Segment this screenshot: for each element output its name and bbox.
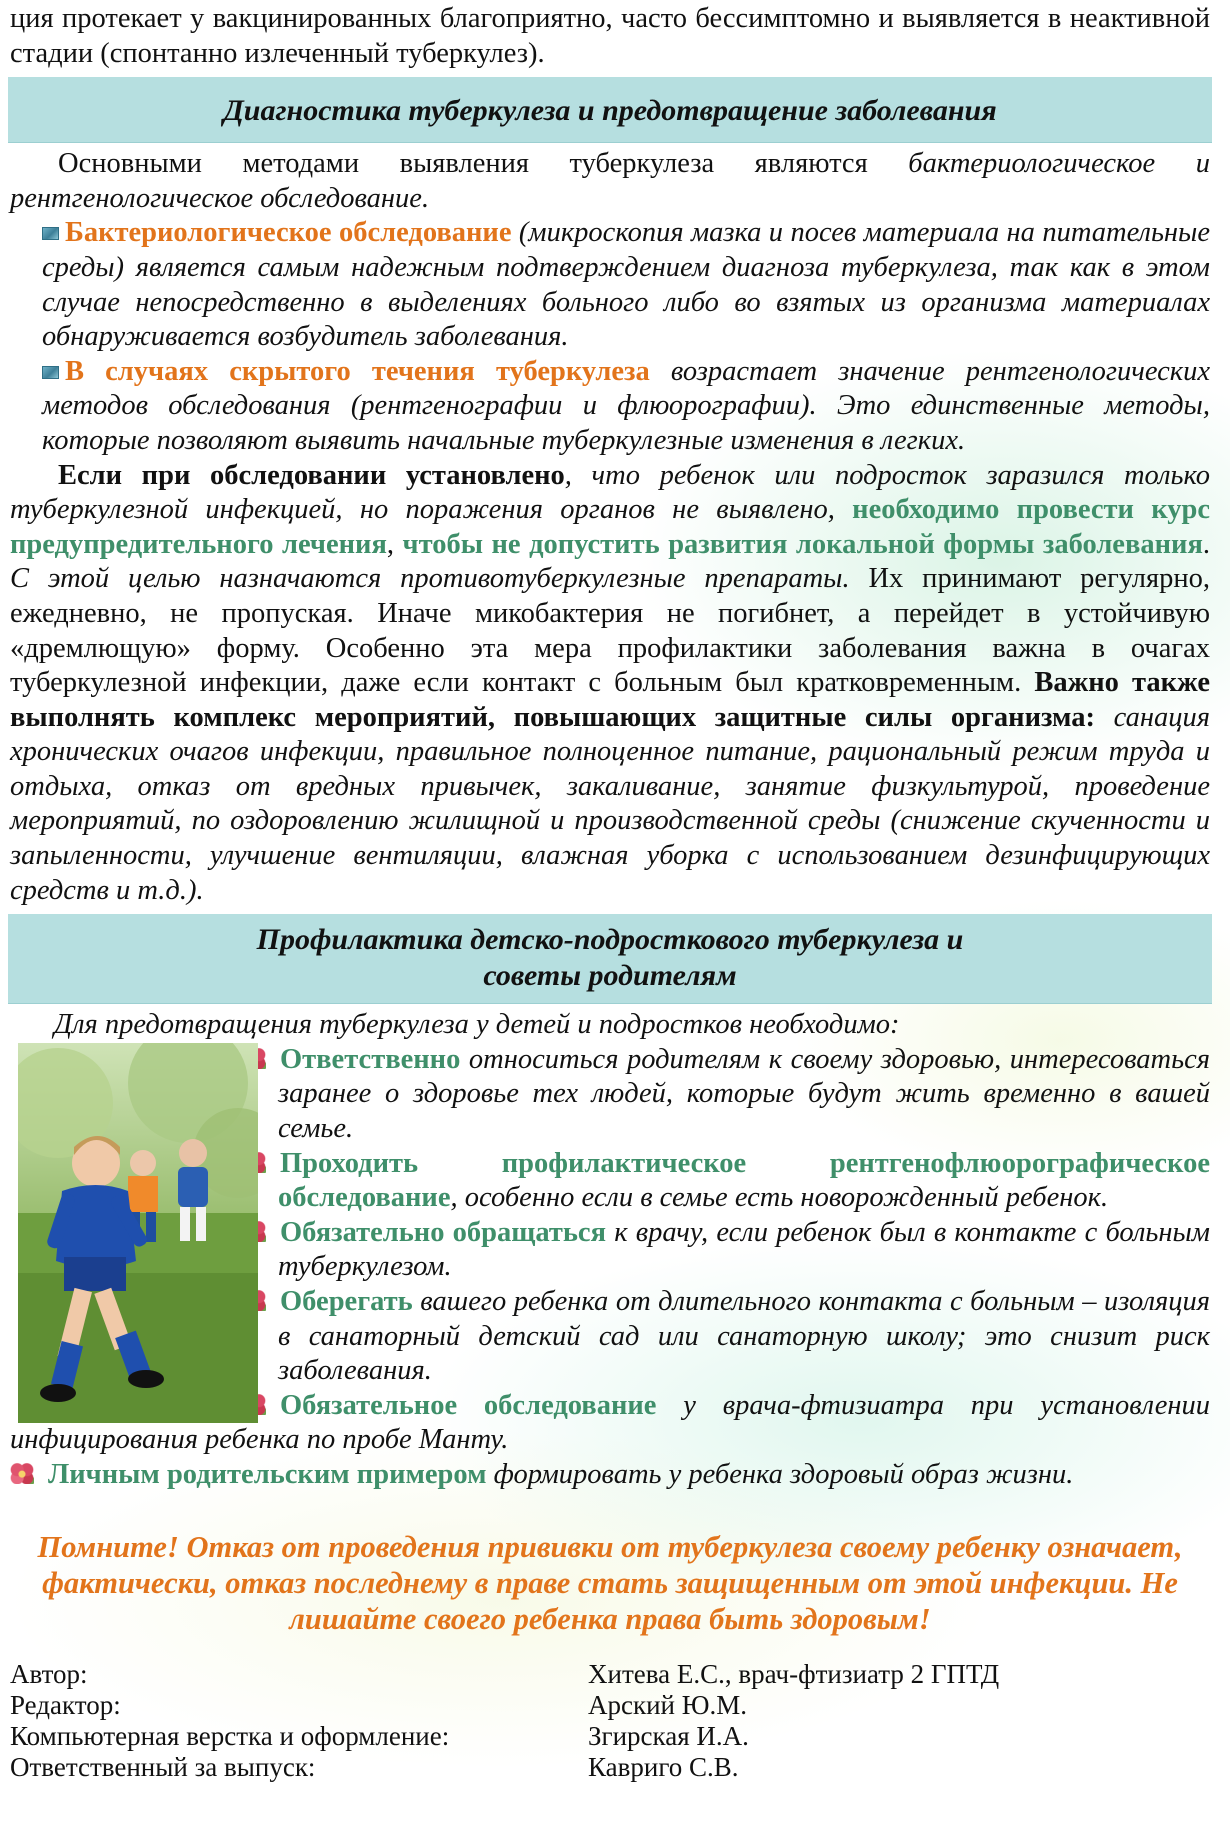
prevention-heading-line-1: Профилактика детско-подросткового туберкулеза и (256, 923, 964, 957)
credits-label: Автор: (10, 1659, 88, 1689)
document-page (10, 0, 1210, 1637)
credits-block (10, 1659, 1190, 1783)
methods-italic-text: бактериологическое и рентгенологическое обследование. (10, 148, 1210, 214)
methods-text: Основными методами выявления туберкулеза являются (58, 148, 909, 180)
intro-paragraph: ция протекает у вакцинированных благоприятно, часто бессимптомно и выявляется в неактивной стадии (спонтанно излеченный туберкулез). (10, 3, 1210, 69)
treatment-bold-lead: Если при обследовании установлено (58, 459, 565, 491)
treatment-bold-2: Важно также выполнять комплекс мероприятий, повышающих защитные силы организма: (10, 667, 1210, 733)
list-item-text: относиться родителям к своему здоровью, интересоваться заранее о здоровье тех людей, которые будут жить временно в вашей семье. (278, 1043, 1210, 1145)
prevention-lead: Для предотвращения туберкулеза у детей и подростков необходимо: (54, 1009, 900, 1041)
credits-value: Арский Ю.М. (588, 1690, 748, 1720)
section-prevention-heading (8, 914, 1212, 1004)
credits-value: Кавриго С.В. (588, 1752, 739, 1782)
prevention-list-block (10, 1043, 1210, 1493)
credits-value: Хитева Е.С., врач-фтизиатр 2 ГПТД (588, 1659, 1000, 1689)
diagnostics-paragraph-bacteriological (10, 216, 1210, 354)
square-bullet-icon (42, 366, 59, 379)
treatment-italic-3: санация хронических очагов инфекции, правильное полноценное питание, рациональный режим труда и отдыха, отказ от вредных привычек, закаливание, занятие физкультурой, проведение мероприятий, по оздоровлению жилищной и производственной среды (снижение скученности и запыленности, улучшение вентиляции, влажная уборка с использованием дезинфицирующих средств и т.д.). (10, 701, 1210, 906)
list-item-lead: Обязательное обследование (280, 1389, 657, 1421)
treatment-comma: , (386, 528, 395, 560)
credits-row (10, 1752, 1190, 1783)
list-item-lead: Проходить профилактическое рентгенофлюорографическое обследование (278, 1147, 1210, 1214)
list-item-lead: Оберегать (280, 1286, 413, 1317)
list-item-text: , особенно если в семье есть новорожденный ребенок. (450, 1182, 1109, 1214)
list-item-text: у врача-фтизиатра при установлении инфицирования ребенка по пробе Манту. (10, 1389, 1210, 1456)
warning-message: Помните! Отказ от проведения прививки от туберкулеза своему ребенку означает, фактически, отказ последнему в праве стать защищенным от этой инфекции. Не лишайте своего ребенка права быть здоровым! (37, 1529, 1183, 1636)
list-item-text: вашего ребенка от длительного контакта с больным – изоляция в санаторный детский сад или санаторную школу; это снизит риск заболевания. (278, 1286, 1210, 1387)
bacteriological-text: (микроскопия мазка и посев материала на питательные среды) является самым надежным подтверждением диагноза туберкулеза, так как в этом случае непосредственно в выделениях больного либо во взятых из организма материалах обнаруживается возбудитель заболевания. (42, 217, 1211, 353)
bacteriological-lead: Бактериологическое обследование (65, 217, 512, 249)
diagnostics-paragraph-methods (10, 147, 1210, 216)
diagnostics-paragraph-treatment (10, 459, 1210, 909)
credits-row (10, 1721, 1190, 1752)
flower-bullet-icon (10, 1462, 34, 1484)
credits-label: Компьютерная верстка и оформление: (10, 1721, 450, 1751)
children-football-photo (18, 1043, 258, 1423)
list-item-text: формировать у ребенка здоровый образ жизни. (486, 1458, 1074, 1490)
credits-row (10, 1659, 1190, 1690)
children-football-illustration (18, 1043, 258, 1423)
list-item-lead: Ответственно (280, 1043, 461, 1075)
square-bullet-icon (42, 227, 59, 240)
treatment-green-2: чтобы не допустить развития локальной формы заболевания (394, 528, 1203, 560)
credits-label: Редактор: (10, 1690, 121, 1720)
treatment-dot: . (1202, 528, 1210, 560)
treatment-green-1: необходимо провести курс предупредительного лечения (10, 494, 1210, 560)
prevention-heading-line-2: советы родителям (483, 959, 737, 993)
section-diagnostics-heading: Диагностика туберкулеза и предотвращение заболевания (8, 77, 1212, 143)
hidden-course-text: возрастает значение рентгенологических методов обследования (рентгенографии и флюорографии). Это единственные методы, которые позволяют выявить начальные туберкулезные изменения в легких. (42, 355, 1210, 456)
treatment-italic-2: С этой целью назначаются противотуберкулезные препараты. (10, 563, 850, 595)
diagnostics-paragraph-hidden (10, 355, 1210, 459)
hidden-course-lead: В случаях скрытого течения туберкулеза (65, 355, 650, 387)
list-item (10, 1458, 1210, 1493)
treatment-italic-1: , что ребенок или подросток заразился только туберкулезной инфекцией, но поражения органов не выявлено, (10, 459, 1210, 526)
treatment-normal: Их принимают регулярно, ежедневно, не пропуская. Иначе микобактерия не погибнет, а перейдет в устойчивую «дремлющую» форму. Особенно эта мера профилактики заболевания важна в очагах туберкулезной инфекции, даже если контакт с больным был кратковременным. (10, 563, 1210, 699)
list-item-lead: Обязательно обращаться (280, 1216, 606, 1248)
list-item-lead: Личным родительским примером (48, 1458, 487, 1490)
credits-label: Ответственный за выпуск: (10, 1752, 316, 1782)
list-item-text: к врачу, если ребенок был в контакте с больным туберкулезом. (278, 1216, 1211, 1283)
credits-value: Згирская И.А. (588, 1721, 749, 1751)
credits-row (10, 1690, 1190, 1721)
